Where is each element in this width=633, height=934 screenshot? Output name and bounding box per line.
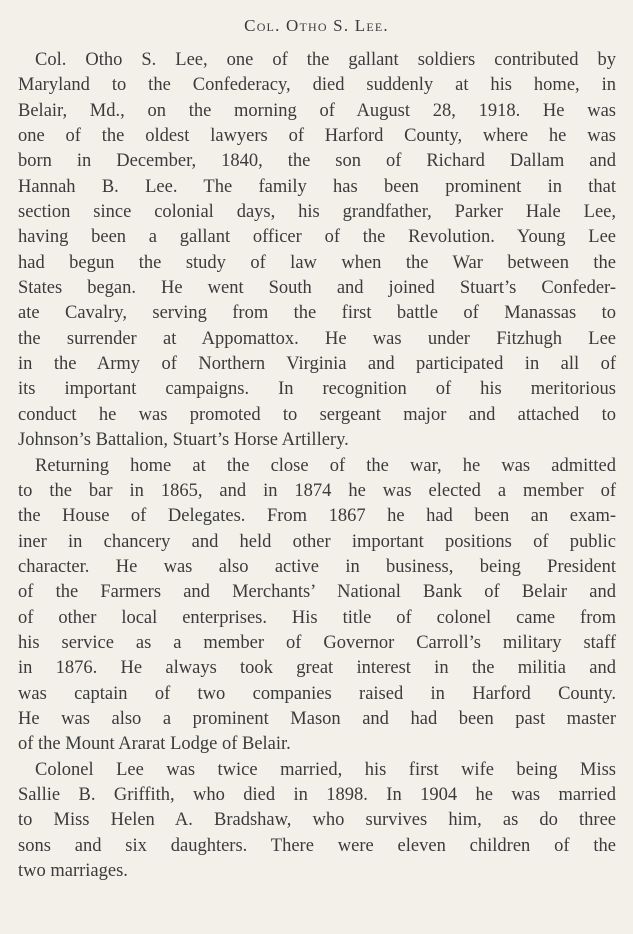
text-line: the surrender at Appomattox. He was under Fitzhugh Lee bbox=[18, 328, 616, 349]
text-line: his service as a member of Governor Carroll’s military staff bbox=[18, 632, 616, 653]
text-line: section since colonial days, his grandfather, Parker Hale Lee, bbox=[18, 202, 616, 223]
text-line: Sallie B. Griffith, who died in 1898. In 1904 he was married bbox=[18, 784, 616, 805]
text-line: He was also a prominent Mason and had been past master bbox=[18, 708, 616, 729]
text-line: Belair, Md., on the morning of August 28, 1918. He was bbox=[18, 100, 616, 121]
paragraph-3 bbox=[18, 758, 616, 885]
text-line: Returning home at the close of the war, he was admitted bbox=[35, 455, 616, 476]
paragraph-2 bbox=[18, 454, 616, 758]
text-line: in the Army of Northern Virginia and participated in all of bbox=[18, 354, 616, 375]
text-line: of the Farmers and Merchants’ National Bank of Belair and bbox=[18, 582, 616, 603]
text-line: conduct he was promoted to sergeant major and attached to bbox=[18, 404, 616, 425]
text-line: States began. He went South and joined Stuart’s Confeder- bbox=[18, 278, 616, 299]
text-line: in 1876. He always took great interest in the militia and bbox=[18, 658, 616, 679]
text-line: Maryland to the Confederacy, died suddenly at his home, in bbox=[18, 75, 616, 96]
text-line: the House of Delegates. From 1867 he had been an exam- bbox=[18, 506, 616, 527]
text-line: two marriages. bbox=[18, 861, 128, 881]
text-line: Colonel Lee was twice married, his first wife being Miss bbox=[35, 759, 616, 780]
text-line: had begun the study of law when the War between the bbox=[18, 252, 616, 273]
text-line: of other local enterprises. His title of colonel came from bbox=[18, 607, 616, 628]
article-body bbox=[18, 48, 616, 884]
paragraph-1 bbox=[18, 48, 616, 454]
text-line: ate Cavalry, serving from the first battle of Manassas to bbox=[18, 303, 616, 324]
article-title: Col. Otho S. Lee. bbox=[244, 16, 389, 35]
text-line: one of the oldest lawyers of Harford County, where he was bbox=[18, 126, 616, 147]
text-line: iner in chancery and held other important positions of public bbox=[18, 531, 616, 552]
text-line: character. He was also active in business, being President bbox=[18, 556, 616, 577]
text-line: born in December, 1840, the son of Richard Dallam and bbox=[18, 151, 616, 172]
text-line: to the bar in 1865, and in 1874 he was elected a member of bbox=[18, 480, 616, 501]
text-line: of the Mount Ararat Lodge of Belair. bbox=[18, 734, 291, 755]
text-line: Johnson’s Battalion, Stuart’s Horse Artillery. bbox=[18, 430, 349, 451]
text-line: its important campaigns. In recognition of his meritorious bbox=[18, 379, 616, 400]
text-line: having been a gallant officer of the Revolution. Young Lee bbox=[18, 227, 616, 248]
text-line: was captain of two companies raised in Harford County. bbox=[18, 683, 616, 704]
text-line: sons and six daughters. There were eleven children of the bbox=[18, 835, 616, 856]
text-line: Hannah B. Lee. The family has been prominent in that bbox=[18, 176, 616, 197]
text-line: Col. Otho S. Lee, one of the gallant soldiers contributed by bbox=[35, 50, 616, 70]
text-line: to Miss Helen A. Bradshaw, who survives him, as do three bbox=[18, 810, 616, 831]
